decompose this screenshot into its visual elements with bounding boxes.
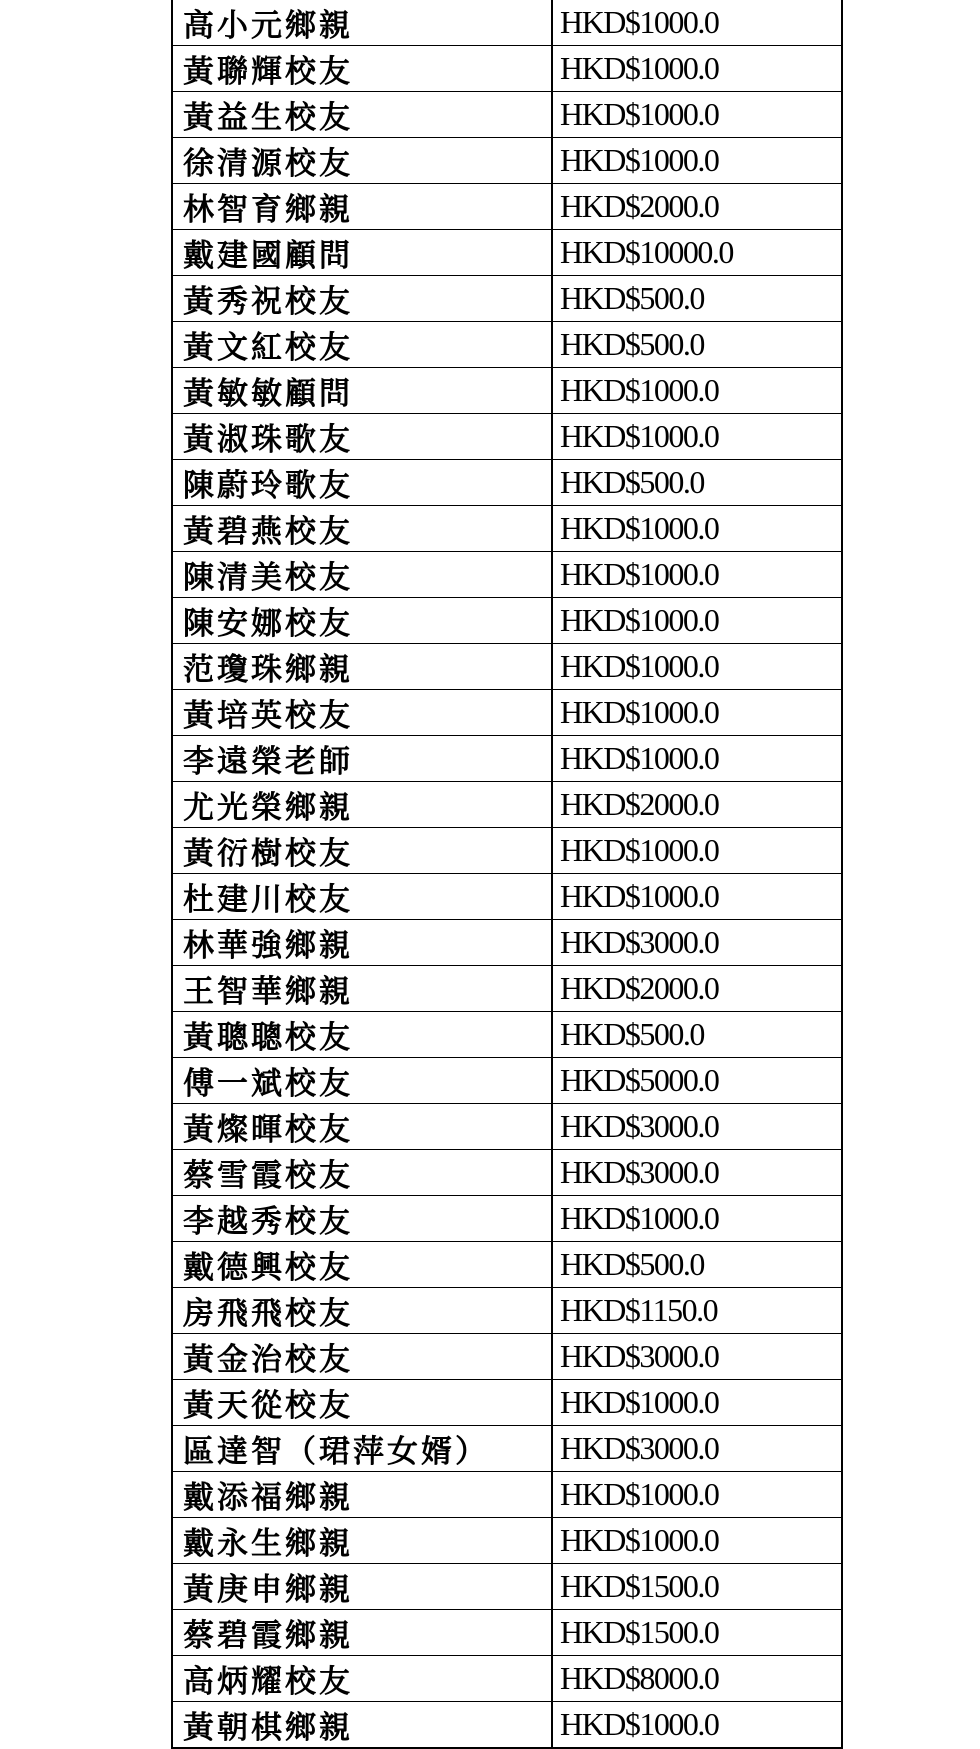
donation-amount-cell: HKD$3000.0 (552, 1426, 841, 1472)
donation-amount-cell: HKD$1000.0 (552, 1472, 841, 1518)
donor-name-cell: 李遠榮老師 (173, 736, 552, 782)
table-row (173, 230, 841, 276)
donor-name-cell: 黃天從校友 (173, 1380, 552, 1426)
donor-name-cell: 林智育鄉親 (173, 184, 552, 230)
donor-name-cell: 戴永生鄉親 (173, 1518, 552, 1564)
donor-name-cell: 黃培英校友 (173, 690, 552, 736)
donor-name-cell: 林華強鄉親 (173, 920, 552, 966)
table-row (173, 46, 841, 92)
donor-name-cell: 李越秀校友 (173, 1196, 552, 1242)
donor-name-cell: 黃秀祝校友 (173, 276, 552, 322)
donation-amount-cell: HKD$1000.0 (552, 46, 841, 92)
donor-name-cell: 房飛飛校友 (173, 1288, 552, 1334)
donation-table (173, 0, 841, 1747)
donor-name-cell: 黃碧燕校友 (173, 506, 552, 552)
table-row (173, 1104, 841, 1150)
donation-amount-cell: HKD$1500.0 (552, 1610, 841, 1656)
donation-amount-cell: HKD$1500.0 (552, 1564, 841, 1610)
donation-amount-cell: HKD$1150.0 (552, 1288, 841, 1334)
table-row (173, 1150, 841, 1196)
donation-amount-cell: HKD$1000.0 (552, 1196, 841, 1242)
donation-amount-cell: HKD$2000.0 (552, 184, 841, 230)
donation-amount-cell: HKD$5000.0 (552, 1058, 841, 1104)
table-row (173, 184, 841, 230)
table-row (173, 460, 841, 506)
donor-name-cell: 范瓊珠鄉親 (173, 644, 552, 690)
table-row (173, 552, 841, 598)
table-row (173, 1058, 841, 1104)
table-row (173, 1472, 841, 1518)
donor-name-cell: 黃庚申鄉親 (173, 1564, 552, 1610)
donation-amount-cell: HKD$1000.0 (560, 4, 719, 40)
table-row (173, 736, 841, 782)
donation-amount-cell: HKD$1000.0 (552, 368, 841, 414)
table-row (173, 138, 841, 184)
table-row (173, 506, 841, 552)
donor-name-cell: 黃淑珠歌友 (173, 414, 552, 460)
table-row (173, 644, 841, 690)
table-row (173, 1518, 841, 1564)
donation-amount-cell: HKD$2000.0 (552, 966, 841, 1012)
donor-name-cell: 蔡雪霞校友 (173, 1150, 552, 1196)
donation-amount-cell: HKD$1000.0 (552, 874, 841, 920)
donation-table-body (173, 0, 841, 1747)
donation-amount-cell: HKD$1000.0 (552, 92, 841, 138)
donor-name-cell: 黃文紅校友 (173, 322, 552, 368)
table-row (173, 690, 841, 736)
donor-name-cell: 尤光榮鄉親 (173, 782, 552, 828)
donor-name-cell: 徐清源校友 (173, 138, 552, 184)
donation-amount-cell: HKD$500.0 (552, 322, 841, 368)
donation-amount-cell: HKD$1000.0 (552, 138, 841, 184)
donor-name-cell: 蔡碧霞鄉親 (173, 1610, 552, 1656)
table-row (173, 874, 841, 920)
donation-amount-cell: HKD$1000.0 (552, 1518, 841, 1564)
donation-amount-cell: HKD$10000.0 (552, 230, 841, 276)
donation-amount-cell: HKD$8000.0 (552, 1656, 841, 1702)
donor-name-cell: 區達智（珺萍女婿） (173, 1426, 552, 1472)
donation-amount-cell: HKD$500.0 (552, 1012, 841, 1058)
donor-name-cell: 陳蔚玲歌友 (173, 460, 552, 506)
donation-amount-cell: HKD$1000.0 (552, 1702, 841, 1748)
donor-name-cell: 戴添福鄉親 (173, 1472, 552, 1518)
table-row (173, 1702, 841, 1748)
table-row (173, 322, 841, 368)
donation-amount-cell: HKD$3000.0 (552, 920, 841, 966)
table-row (173, 0, 841, 46)
table-row (173, 782, 841, 828)
donation-amount-cell: HKD$1000.0 (552, 828, 841, 874)
table-row (173, 1610, 841, 1656)
table-row (173, 1334, 841, 1380)
table-row (173, 1564, 841, 1610)
table-row (173, 368, 841, 414)
table-row (173, 1656, 841, 1702)
donation-amount-cell: HKD$1000.0 (552, 690, 841, 736)
donation-list-document (171, 0, 843, 1749)
donor-name-cell: 黃衍樹校友 (173, 828, 552, 874)
donor-name-cell: 陳清美校友 (173, 552, 552, 598)
table-row (173, 1288, 841, 1334)
table-row (173, 1380, 841, 1426)
donation-amount-cell: HKD$500.0 (552, 1242, 841, 1288)
donor-name-cell: 戴建國顧問 (173, 230, 552, 276)
donation-amount-cell: HKD$1000.0 (552, 414, 841, 460)
donation-amount-cell: HKD$1000.0 (552, 1380, 841, 1426)
donor-name-cell: 杜建川校友 (173, 874, 552, 920)
donor-name-cell: 黃聯輝校友 (173, 46, 552, 92)
table-row (173, 92, 841, 138)
donor-name-cell: 王智華鄉親 (173, 966, 552, 1012)
donor-name-cell: 黃益生校友 (173, 92, 552, 138)
donor-name-cell: 黃燦暉校友 (173, 1104, 552, 1150)
donation-amount-cell: HKD$1000.0 (552, 506, 841, 552)
donation-amount-cell: HKD$3000.0 (552, 1104, 841, 1150)
table-row (173, 1196, 841, 1242)
donor-name-cell: 黃金治校友 (173, 1334, 552, 1380)
donor-name-cell: 黃敏敏顧問 (173, 368, 552, 414)
table-row (173, 1242, 841, 1288)
donor-name-cell: 高小元鄉親 (173, 0, 552, 46)
donor-name-cell: 黃聰聰校友 (173, 1012, 552, 1058)
donation-amount-cell: HKD$1000.0 (552, 736, 841, 782)
donation-amount-cell: HKD$3000.0 (552, 1150, 841, 1196)
donation-amount-cell: HKD$500.0 (552, 460, 841, 506)
donor-name-cell: 傅一斌校友 (173, 1058, 552, 1104)
donor-name-cell: 戴德興校友 (173, 1242, 552, 1288)
table-row (173, 1426, 841, 1472)
table-row (173, 276, 841, 322)
table-row (173, 920, 841, 966)
donor-name-cell: 陳安娜校友 (173, 598, 552, 644)
donation-amount-cell: HKD$500.0 (552, 276, 841, 322)
donation-amount-cell: HKD$3000.0 (552, 1334, 841, 1380)
donor-name-cell: 黃朝棋鄉親 (173, 1702, 552, 1748)
donation-amount-cell: HKD$1000.0 (552, 552, 841, 598)
donor-name-cell: 高炳耀校友 (173, 1656, 552, 1702)
table-row (173, 598, 841, 644)
donation-amount-cell: HKD$1000.0 (552, 644, 841, 690)
table-row (173, 1012, 841, 1058)
donation-amount-cell: HKD$1000.0 (552, 598, 841, 644)
table-row (173, 966, 841, 1012)
donation-amount-cell: HKD$2000.0 (552, 782, 841, 828)
table-row (173, 828, 841, 874)
table-row (173, 414, 841, 460)
